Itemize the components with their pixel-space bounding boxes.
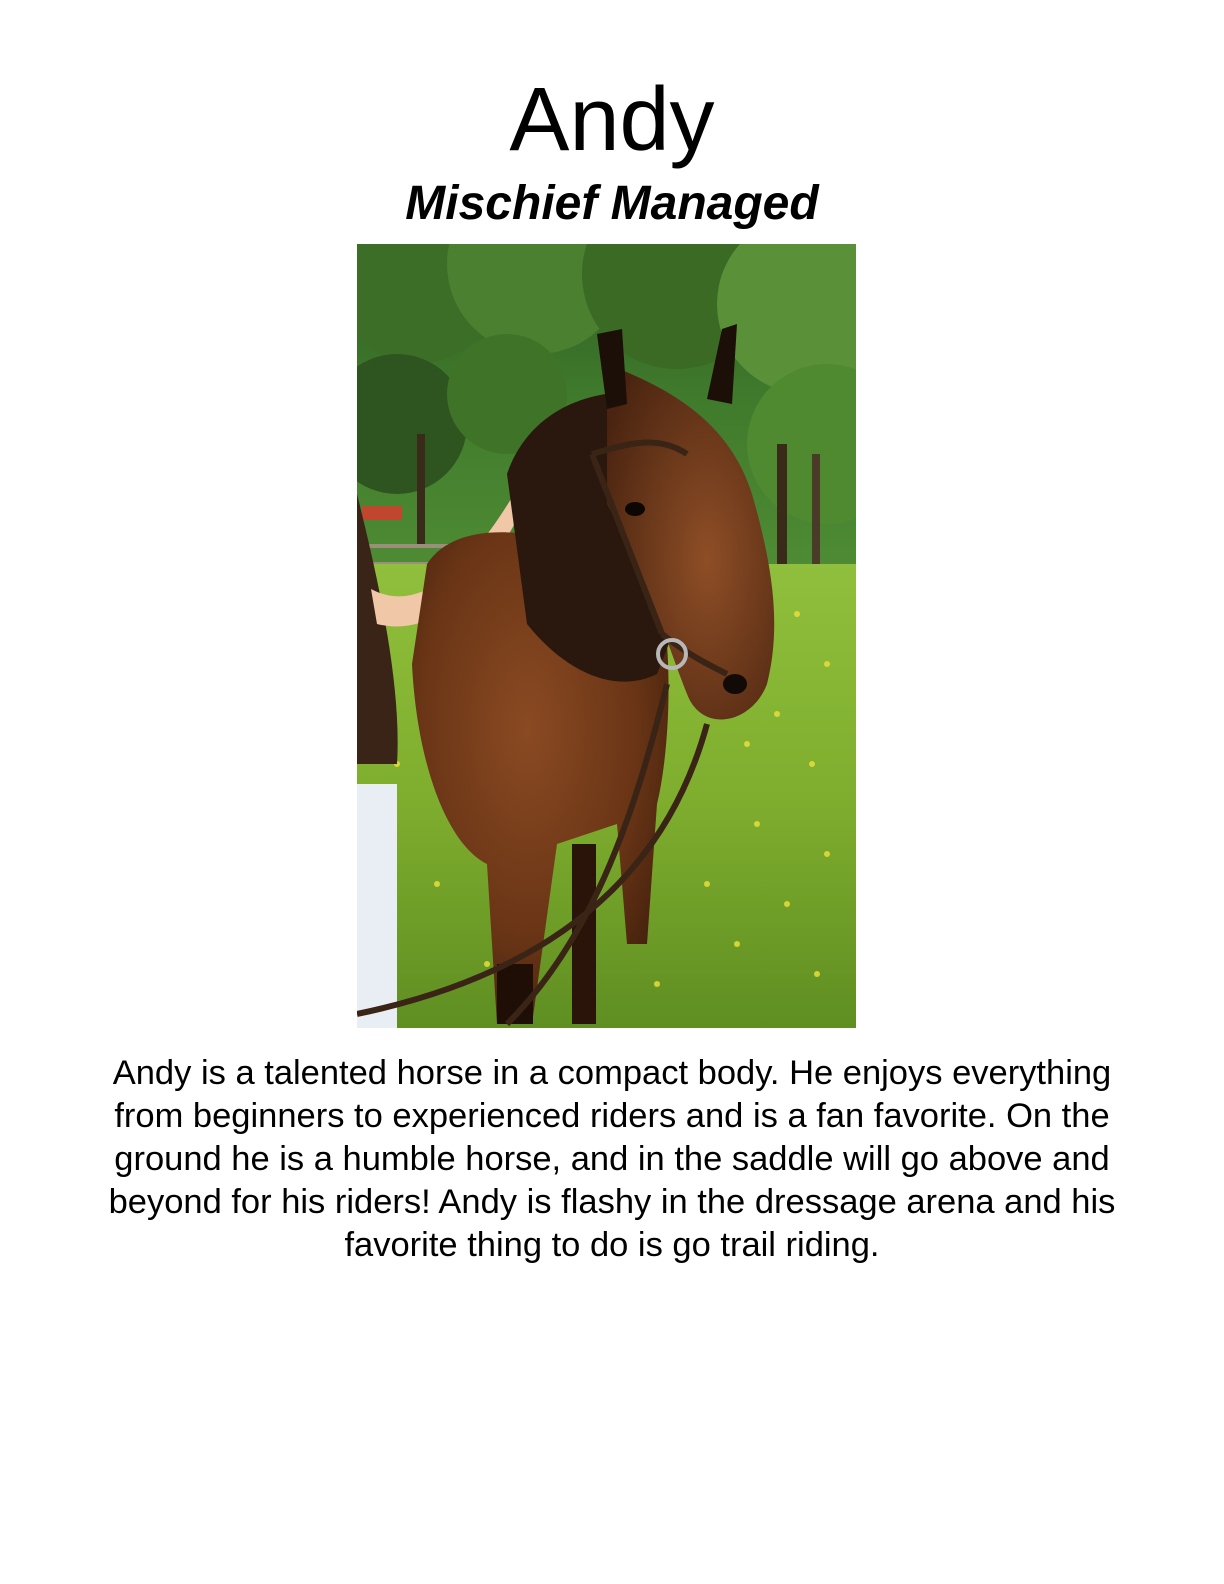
horse-name-title: Andy: [509, 70, 715, 170]
horse-description: Andy is a talented horse in a compact body. He enjoys everything from beginners to experienced riders and is a fan favorite. On the ground he is a humble horse, and in the saddle will go above and beyond for his riders! Andy is flashy in the dressage arena and his favorite thing to do is go trail riding.: [108, 1054, 1116, 1264]
horse-nickname-subtitle: Mischief Managed: [405, 177, 819, 230]
horse-photo: [357, 244, 856, 1028]
